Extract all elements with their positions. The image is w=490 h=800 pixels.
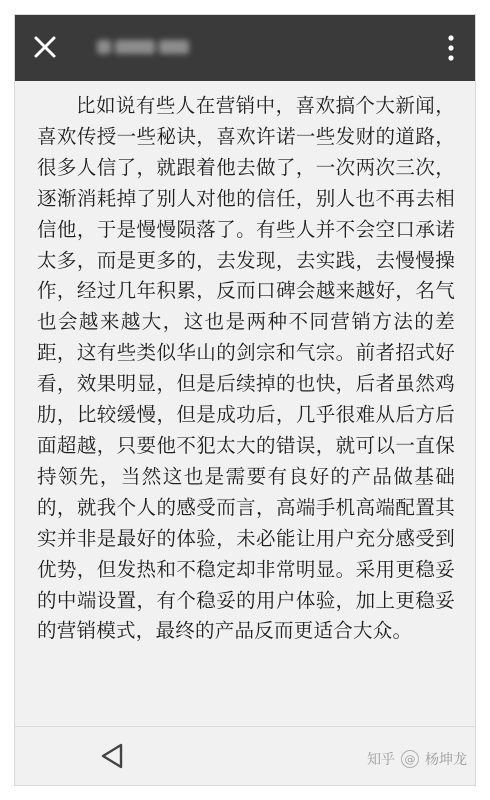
zhihu-watermark — [367, 749, 467, 769]
more-vertical-icon — [439, 31, 463, 65]
watermark-author: 杨坤龙 — [425, 752, 467, 768]
bottom-bar — [15, 726, 475, 785]
close-icon — [29, 31, 61, 63]
article-paragraph: 比如说有些人在营销中，喜欢搞个大新闻，喜欢传授一些秘诀，喜欢许诺一些发财的道路，很多人信了，就跟着他去做了，一次两次三次，逐渐消耗掉了别人对他的信任，别人也不再去相信他，于是慢慢陨落了。有些人并不会空口承诺太多，而是更多的，去发现，去实践，去慢慢操作，经过几年积累，反而口碑会越来越好，名气也会越来越大，这也是两种不同营销方法的差距，这有些类似华山的剑宗和气宗。前者招式好看，效果明显，但是后续掉的也快，后者虽然鸡肋，比较缓慢，但是成功后，几乎很难从后方后面超越，只要他不犯太大的错误，就可以一直保持领先，当然这也是需要有良好的产品做基础的，就我个人的感受而言，高端手机高端配置其实并非是最好的体验，未必能让用户充分感受到优势，但发热和不稳定却非常明显。采用更稳妥的中端设置，有个稳妥的用户体验，加上更稳妥的营销模式，最终的产品反而更适合大众。 — [37, 94, 455, 643]
back-triangle-icon — [97, 741, 127, 771]
watermark-at-icon: @ — [401, 750, 419, 768]
phone-screen — [14, 14, 476, 786]
close-button[interactable] — [29, 31, 61, 63]
more-menu-button[interactable] — [439, 31, 463, 65]
blurred-account-name — [97, 39, 207, 57]
title-bar — [15, 15, 475, 81]
back-button[interactable] — [97, 741, 127, 771]
article-content — [37, 91, 455, 647]
watermark-site: 知乎 — [367, 752, 395, 768]
